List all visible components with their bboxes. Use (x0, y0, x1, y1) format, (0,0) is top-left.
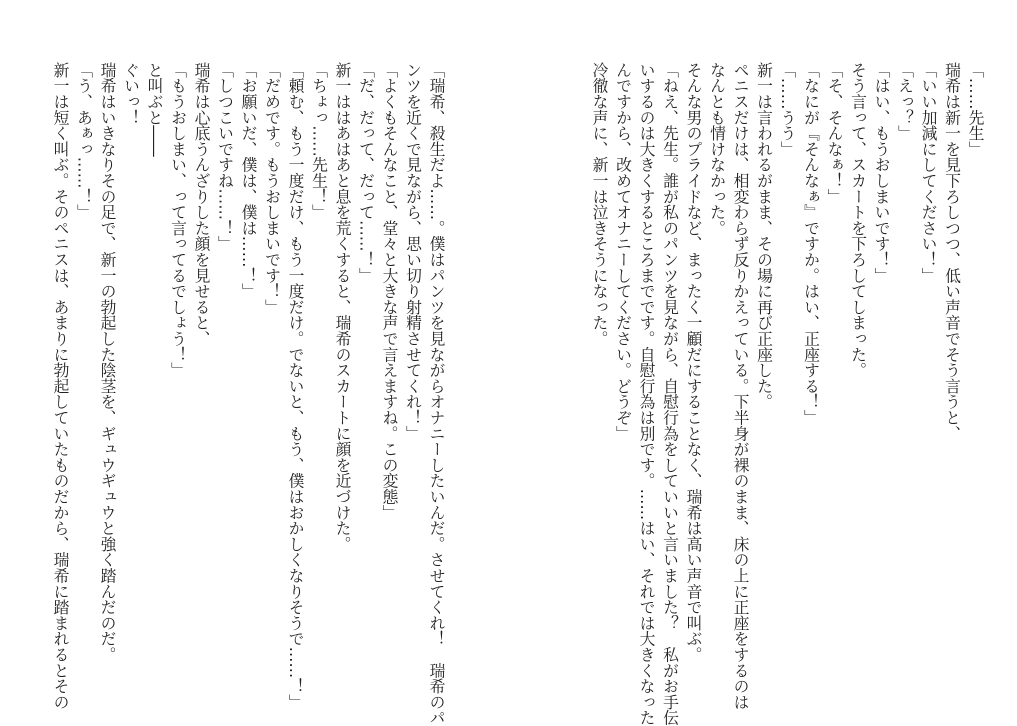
text-line: 「頼む、もう一度だけ、もう一度だけ。でないと、もう、僕はおかしくなりそうで……！」 (286, 62, 305, 710)
text-line: 瑞希はいきなりその足で、新一の勃起した陰茎を、ギュウギュウと強く踏んだのだ。 (98, 62, 117, 663)
text-line: ンツを近くで見ながら、思い切り射精させてくれ！」 (403, 62, 423, 442)
text-line: 「えっ？」 (895, 62, 915, 141)
text-line: 新一は言われるがまま、その場に再び正座した。 (754, 62, 774, 410)
text-line: 瑞希は新一を見下ろしつつ、低い声音でそう言うと、 (942, 62, 962, 442)
text-line: 「う、あぁっ……！」 (74, 62, 94, 220)
text-line: なんとも情けなかった。 (707, 62, 727, 236)
text-line: 瑞希は心底うんざりした顔を見せると、 (192, 62, 211, 347)
left-page-text (49, 62, 449, 726)
text-line: 「……先生」 (966, 62, 985, 157)
text-line: 「だ、だって、だって……！」 (356, 62, 376, 284)
text-line: と叫ぶと―― (145, 62, 164, 157)
text-line: 「ちょっ……先生！」 (309, 62, 329, 220)
text-line: 「ねえ、先生。誰が私のパンツを見ながら、自慰行為をしていいと言いました？ 私がお手伝 (660, 62, 680, 726)
text-line: 「そ、そんなぁ！」 (825, 62, 844, 205)
text-line: 「はい、もうおしまいです！」 (872, 62, 891, 284)
text-line: いするのは大きくするところまでです。自慰行為は別です。……はい、それでは大きくなった (637, 62, 656, 726)
text-line: 「なにが『そんなぁ』ですか。はい、正座する！」 (801, 62, 821, 426)
text-line: 新一は短く叫ぶ。そのペニスは、あまりに勃起していたものだから、瑞希に踏まれるとその (51, 62, 70, 710)
text-line: ぐいっ！ (121, 62, 141, 126)
text-line: そう言って、スカートを下ろしてしまった。 (848, 62, 868, 378)
text-line: ペニスだけは、相変わらず反りかえっている。下半身が裸のまま、床の上に正座をするのは (731, 62, 750, 710)
text-line: 「瑞希、殺生だよ……。僕はパンツを見ながらオナニーしたいんだ。させてくれ！ 瑞希のパ (427, 62, 446, 726)
text-line: んですから、改めてオナニーしてください。どうぞ」 (613, 62, 633, 442)
text-line: 「しつこいですね……！」 (215, 62, 235, 252)
text-line: 「もうおしまい、って言ってるでしょう！」 (168, 62, 188, 378)
text-line: そんな男のプライドなど、まったく一顧だにすることなく、瑞希は高い声音で叫ぶ。 (684, 62, 703, 663)
text-line: 「……うう」 (778, 62, 797, 157)
text-line: 「いい加減にしてください！」 (919, 62, 938, 284)
text-line: 冷徹な声に、新一は泣きそうになった。 (590, 62, 609, 347)
text-line: 「よくもそんなこと、堂々と大きな声で言えますね。この変態」 (380, 62, 399, 521)
text-line: 「だめです。もうおしまいです！」 (262, 62, 282, 315)
right-page-text (588, 62, 988, 726)
text-line: 新一ははあはあと息を荒くすると、瑞希のスカートに顔を近づけた。 (333, 62, 352, 552)
text-line: 「お願いだ、僕は、僕は……！」 (239, 62, 258, 299)
